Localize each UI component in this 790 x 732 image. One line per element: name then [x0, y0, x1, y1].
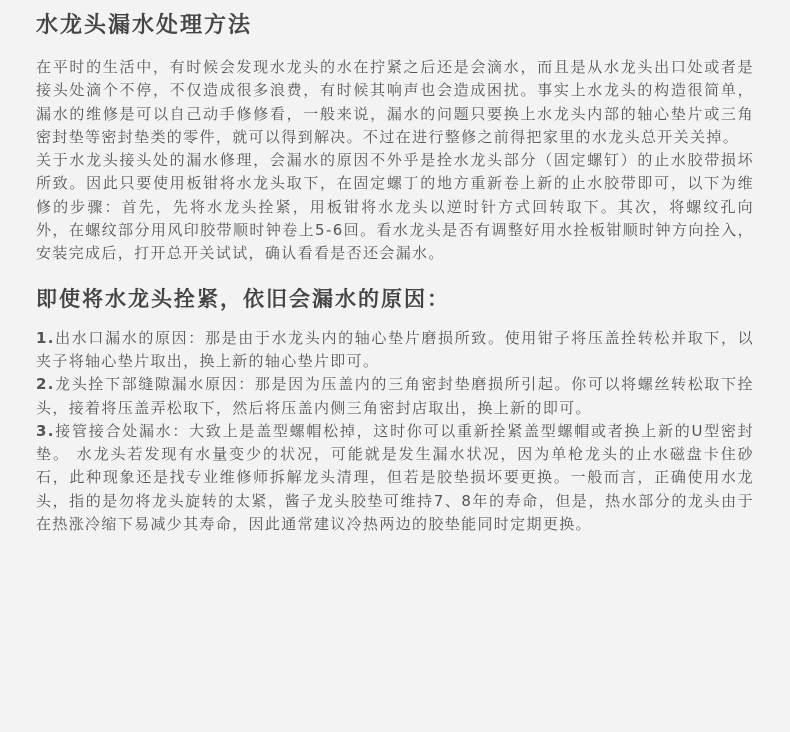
reason-number: 2.: [36, 375, 55, 394]
reason-item-1: [36, 327, 754, 374]
reason-item-2: [36, 373, 754, 420]
reason-number: 1.: [36, 328, 55, 347]
reason-number: 3.: [36, 421, 55, 440]
section-heading: 即使将水龙头拴紧，依旧会漏水的原因：: [36, 286, 450, 311]
reasons-list: [36, 327, 754, 537]
intro-section: [36, 56, 754, 266]
intro-paragraph-1: 在平时的生活中，有时候会发现水龙头的水在拧紧之后还是会滴水，而且是从水龙头出口处或者是接头处滴个不停，不仅造成很多浪费，有时候其响声也会造成困扰。事实上水龙头的构造很简单，漏水的维修是可以自己动手修修看，一般来说，漏水的问题只要换上水龙头内部的轴心垫片或三角密封垫等密封垫类的零件，就可以得到解决。不过在进行整修之前得把家里的水龙头总开关关掉。: [36, 58, 754, 146]
reason-text: 接管接合处漏水：大致上是盖型螺帽松掉，这时你可以重新拴紧盖型螺帽或者换上新的U型密封垫。 水龙头若发现有水量变少的状况，可能就是发生漏水状况，因为单枪龙头的止水磁盘卡住砂石，此种现象还是找专业维修师拆解龙头清理，但若是胶垫损坏要更换。一般而言，正确使用水龙头，指的是勿将龙头旋转的太紧，酱子龙头胶垫可维持7、8年的寿命，但是，热水部分的龙头由于在热涨冷缩下易减少其寿命，因此通常建议冷热两边的胶垫能同时定期更换。: [36, 421, 754, 534]
intro-paragraph-2: 关于水龙头接头处的漏水修理，会漏水的原因不外乎是拴水龙头部分（固定螺钉）的止水胶带损坏所致。因此只要使用板钳将水龙头取下，在固定螺丁的地方重新卷上新的止水胶带即可，以下为维修的步骤：首先，先将水龙头拴紧，用板钳将水龙头以逆时针方式回转取下。其次，将螺纹孔向外，在螺纹部分用风印胶带顺时钟卷上5-6回。看水龙头是否有调整好用水拴板钳顺时钟方向拴入，安装完成后，打开总开关试试，确认看看是否还会漏水。: [36, 151, 754, 263]
reason-text: 出水口漏水的原因：那是由于水龙头内的轴心垫片磨损所致。使用钳子将压盖拴转松并取下，以夹子将轴心垫片取出，换上新的轴心垫片即可。: [36, 328, 754, 370]
reason-text: 龙头拴下部缝隙漏水原因：那是因为压盖内的三角密封垫磨损所引起。你可以将螺丝转松取下拴头，接着将压盖弄松取下，然后将压盖内侧三角密封店取出，换上新的即可。: [36, 375, 754, 417]
reason-item-3: [36, 420, 754, 536]
page-title: 水龙头漏水处理方法: [36, 13, 253, 38]
